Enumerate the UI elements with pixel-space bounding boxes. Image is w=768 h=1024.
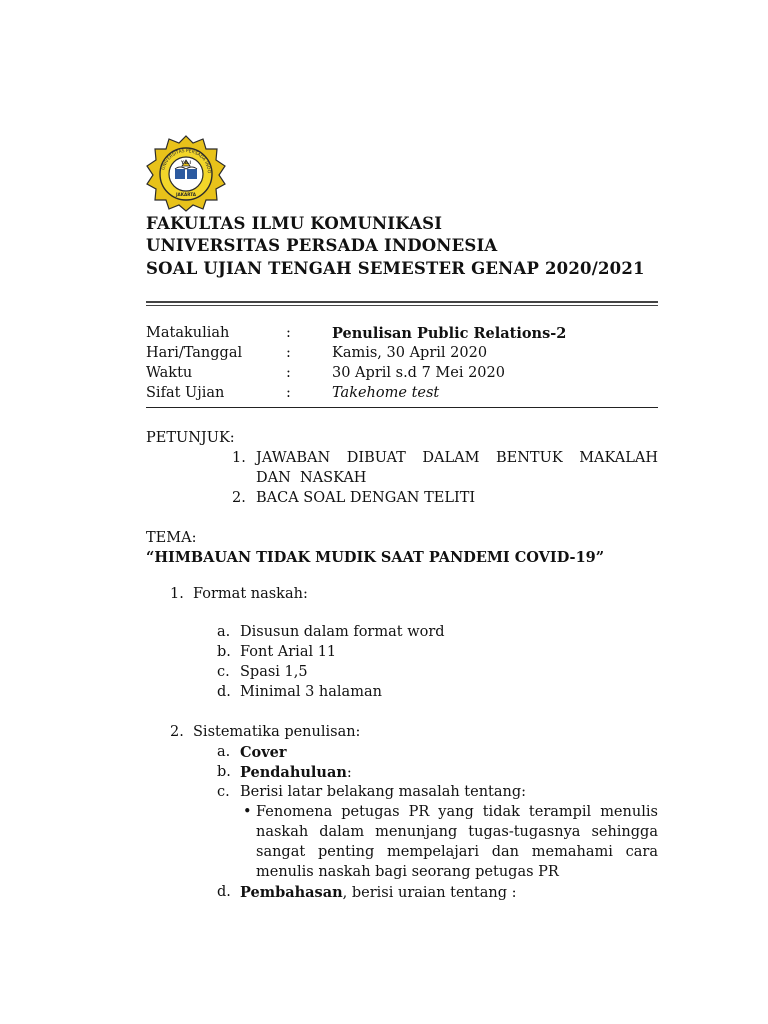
list-marker: b. — [217, 764, 231, 780]
word: dalam — [319, 824, 365, 840]
info-rule — [146, 407, 658, 408]
list-marker: d. — [217, 884, 231, 900]
bullet-icon: • — [243, 804, 252, 820]
university-logo-icon — [145, 134, 227, 212]
info-value: Takehome test — [332, 385, 440, 401]
word: sangat — [256, 844, 306, 860]
info-separator: : — [286, 345, 291, 361]
word: Fenomena — [256, 804, 333, 820]
list-marker: 2. — [170, 724, 184, 740]
info-separator: : — [286, 365, 291, 381]
info-label: Matakuliah — [146, 325, 230, 341]
bullet-line-2 — [256, 824, 658, 840]
info-label: Sifat Ujian — [146, 385, 225, 401]
petunjuk-title: PETUNJUK: — [146, 430, 235, 446]
info-value: 30 April s.d 7 Mei 2020 — [332, 365, 505, 381]
word: DALAM — [422, 450, 480, 466]
list-marker: a. — [217, 624, 231, 640]
list-marker: a. — [217, 744, 231, 760]
svg-text:JAKARTA: JAKARTA — [175, 192, 197, 197]
tema-title: “HIMBAUAN TIDAK MUDIK SAAT PANDEMI COVID-19” — [146, 549, 605, 566]
pembahasan-suffix: , berisi uraian tentang : — [342, 885, 517, 901]
format-item: Minimal 3 halaman — [240, 684, 382, 700]
svg-text:Y.A.I: Y.A.I — [181, 160, 191, 165]
word: terampil — [528, 804, 592, 820]
latar-belakang-item: Berisi latar belakang masalah tentang: — [240, 784, 527, 800]
svg-text:UNIVERSITAS PERSADA INDONESIA: UNIVERSITAS PERSADA INDO — [161, 148, 212, 174]
word: sehingga — [591, 824, 658, 840]
faculty-heading: FAKULTAS ILMU KOMUNIKASI — [146, 214, 443, 233]
info-value: Kamis, 30 April 2020 — [332, 345, 488, 361]
pendahuluan-item — [240, 764, 352, 781]
word: cara — [625, 844, 658, 860]
word: naskah — [256, 824, 309, 840]
list-marker: 1. — [170, 586, 184, 602]
word: menunjang — [375, 824, 458, 840]
info-label: Hari/Tanggal — [146, 345, 243, 361]
pendahuluan-suffix: : — [346, 765, 352, 781]
list-marker: c. — [217, 664, 230, 680]
pembahasan-label: Pembahasan — [240, 884, 343, 901]
format-item: Disusun dalam format word — [240, 624, 445, 640]
info-separator: : — [286, 385, 291, 401]
format-item: Font Arial 11 — [240, 644, 337, 660]
word: petugas — [341, 804, 400, 820]
double-rule-bottom — [146, 305, 658, 306]
list-marker: d. — [217, 684, 231, 700]
section1-title: Format naskah: — [193, 586, 308, 602]
list-marker: 2. — [232, 490, 246, 506]
info-separator: : — [286, 325, 291, 341]
list-marker: b. — [217, 644, 231, 660]
exam-heading: SOAL UJIAN TENGAH SEMESTER GENAP 2020/2021 — [146, 259, 645, 278]
university-heading: UNIVERSITAS PERSADA INDONESIA — [146, 236, 498, 255]
info-value: Penulisan Public Relations-2 — [332, 325, 567, 342]
info-label: Waktu — [146, 365, 193, 381]
petunjuk-item-1 — [256, 450, 658, 466]
bullet-line-1 — [256, 804, 658, 820]
word: tugas-tugasnya — [468, 824, 581, 840]
word: tidak — [482, 804, 520, 820]
word: yang — [438, 804, 474, 820]
word: mempelajari — [387, 844, 479, 860]
bullet-line-3 — [256, 844, 658, 860]
format-item: Spasi 1,5 — [240, 664, 308, 680]
double-rule-top — [146, 301, 658, 303]
cover-item: Cover — [240, 744, 287, 761]
pembahasan-item — [240, 884, 516, 901]
word: MAKALAH — [579, 450, 658, 466]
section2-title: Sistematika penulisan: — [193, 724, 361, 740]
petunjuk-item-1-cont: DAN NASKAH — [256, 470, 367, 486]
list-marker: c. — [217, 784, 230, 800]
word: memahami — [531, 844, 613, 860]
word: menulis — [600, 804, 658, 820]
word: BENTUK — [496, 450, 563, 466]
petunjuk-item-2: BACA SOAL DENGAN TELITI — [256, 490, 476, 506]
pendahuluan-label: Pendahuluan — [240, 764, 347, 781]
word: PR — [408, 804, 430, 820]
word: dan — [491, 844, 519, 860]
word: penting — [317, 844, 375, 860]
list-marker: 1. — [232, 450, 246, 466]
bullet-line-4: menulis naskah bagi seorang petugas PR — [256, 864, 559, 880]
word: JAWABAN — [256, 450, 331, 466]
tema-label: TEMA: — [146, 530, 197, 546]
word: DIBUAT — [346, 450, 406, 466]
